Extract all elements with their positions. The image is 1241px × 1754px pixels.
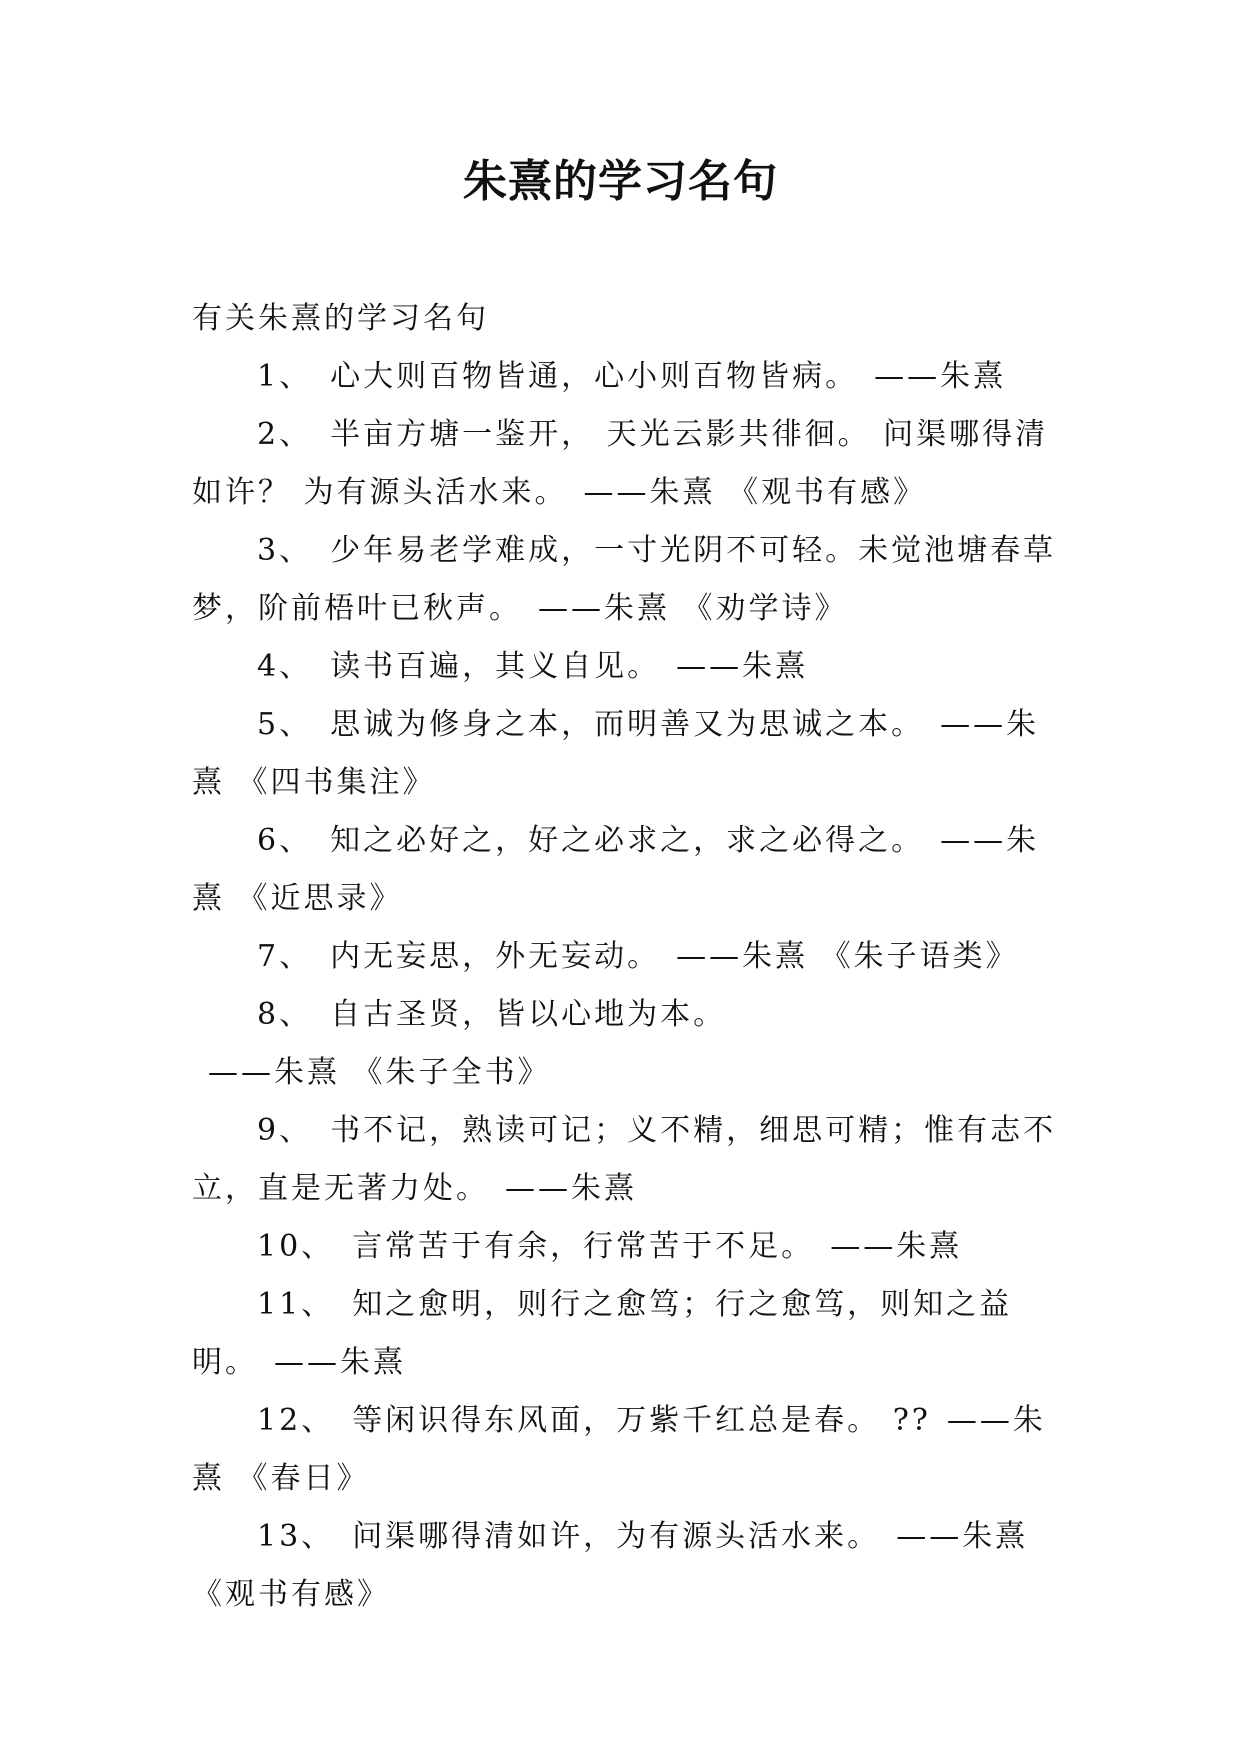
quote-item-6	[192, 812, 1072, 928]
quote-number: 9、	[257, 1113, 313, 1148]
quote-source: ——朱熹	[676, 649, 809, 684]
quote-item-11	[192, 1276, 1072, 1392]
quote-item-13	[192, 1508, 1072, 1624]
quote-item-3	[192, 522, 1072, 638]
quote-source: ——朱熹 《朱子语类》	[676, 939, 1019, 974]
quote-source: ——朱熹	[874, 359, 1007, 394]
quote-source: ——朱熹 《劝学诗》	[538, 591, 848, 626]
quote-source: ——朱熹	[505, 1171, 637, 1206]
quote-number: 5、	[257, 707, 313, 742]
quote-item-7	[192, 928, 1072, 986]
quote-text: 思诚为修身之本，而明善又为思诚之本。	[330, 707, 925, 742]
quote-source: ——朱熹	[830, 1229, 963, 1264]
quote-text: 知之愈明，则行之愈笃；行之愈笃，则知之益明。	[192, 1287, 1013, 1380]
quote-number: 10、	[257, 1229, 335, 1264]
quote-text: 言常苦于有余，行常苦于不足。	[352, 1229, 815, 1264]
quote-source: ——朱熹 《朱子全书》	[208, 1055, 551, 1090]
quote-item-2	[192, 406, 1072, 522]
quote-source: ——朱熹 《春日》	[192, 1403, 1046, 1496]
quote-number: 4、	[257, 649, 313, 684]
quote-number: 1、	[257, 359, 313, 394]
quote-text: 半亩方塘一鉴开， 天光云影共徘徊。 问渠哪得清如许？ 为有源头活水来。	[192, 417, 1049, 510]
quote-source: ——朱熹 《四书集注》	[192, 707, 1040, 800]
quote-text: 知之必好之，好之必求之，求之必得之。	[330, 823, 925, 858]
quote-number: 2、	[257, 417, 313, 452]
quote-source: ——朱熹 《近思录》	[192, 823, 1040, 916]
quote-item-4	[192, 638, 1072, 696]
quote-source: ——朱熹 《观书有感》	[192, 1519, 1029, 1612]
quote-text: 书不记，熟读可记；义不精，细思可精；惟有志不立，直是无著力处。	[192, 1113, 1057, 1206]
quote-number: 11、	[257, 1287, 335, 1322]
quote-text: 问渠哪得清如许，为有源头活水来。	[352, 1519, 881, 1554]
quote-item-8	[192, 986, 1072, 1102]
quote-text: 等闲识得东风面，万紫千红总是春。 ??	[352, 1403, 931, 1438]
quote-item-5	[192, 696, 1072, 812]
document-subtitle: 有关朱熹的学习名句	[192, 301, 489, 336]
quote-item-12	[192, 1392, 1072, 1508]
quote-text: 少年易老学难成，一寸光阴不可轻。未觉池塘春草梦，阶前梧叶已秋声。	[192, 533, 1057, 626]
quote-number: 7、	[257, 939, 313, 974]
quote-text: 读书百遍，其义自见。	[330, 649, 661, 684]
quote-number: 3、	[257, 533, 313, 568]
quote-text: 内无妄思，外无妄动。	[330, 939, 661, 974]
quote-text: 自古圣贤，皆以心地为本。	[330, 997, 727, 1032]
quote-number: 8、	[257, 997, 313, 1032]
quote-source: ——朱熹 《观书有感》	[583, 475, 927, 510]
quote-number: 12、	[257, 1403, 335, 1438]
page-title: 朱熹的学习名句	[463, 156, 778, 207]
quote-text: 心大则百物皆通，心小则百物皆病。	[330, 359, 859, 394]
document-body	[192, 290, 1072, 1624]
quote-source: ——朱熹	[274, 1345, 406, 1380]
quote-number: 6、	[257, 823, 313, 858]
quote-item-1	[192, 348, 1072, 406]
quote-item-10	[192, 1218, 1072, 1276]
quote-item-9	[192, 1102, 1072, 1218]
quote-number: 13、	[257, 1519, 335, 1554]
